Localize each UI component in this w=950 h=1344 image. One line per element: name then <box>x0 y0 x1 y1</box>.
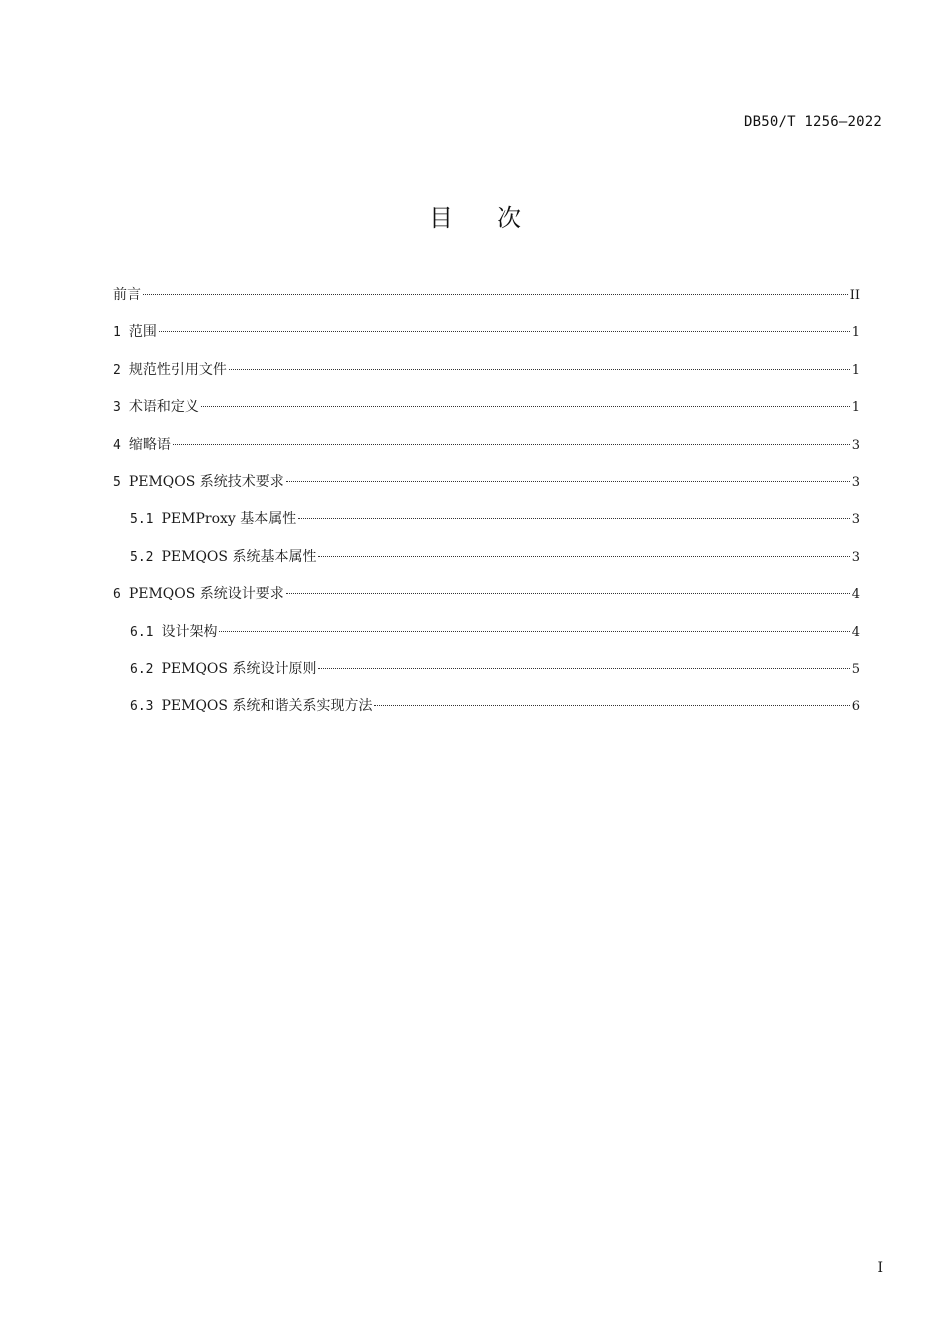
page-title: 目次 <box>429 204 565 232</box>
toc-entry-number: 5.2 <box>130 549 154 565</box>
toc-entry-label: PEMProxy 基本属性 <box>161 511 297 528</box>
toc-entry-preface[interactable] <box>113 284 860 321</box>
toc-dot-leader <box>229 369 850 370</box>
toc-entry-label: PEMQOS 系统设计要求 <box>128 586 284 603</box>
toc-entry-label: PEMQOS 系统设计原则 <box>161 660 317 677</box>
toc-entry-number: 6 <box>113 587 121 603</box>
document-code: DB50/T 1256—2022 <box>743 114 882 130</box>
page-number: I <box>877 1260 883 1276</box>
toc-dot-leader <box>143 294 848 295</box>
toc-entry-page: 3 <box>851 512 860 528</box>
toc-entry-page: 1 <box>851 400 860 416</box>
toc-entry-terms-definitions[interactable] <box>113 396 860 433</box>
toc-entry-page: 4 <box>851 624 860 640</box>
toc-entry-label: 范围 <box>128 324 157 341</box>
toc-entry-label: PEMQOS 系统技术要求 <box>128 473 284 490</box>
toc-entry-page: 1 <box>851 325 860 341</box>
toc-entry-number: 3 <box>113 400 121 416</box>
toc-entry-page: 6 <box>851 699 860 715</box>
toc-entry-label: 设计架构 <box>161 623 218 640</box>
toc-entry-label: PEMQOS 系统基本属性 <box>161 548 317 565</box>
toc-entry-number: 6.1 <box>130 624 154 640</box>
toc-entry-label: PEMQOS 系统和谐关系实现方法 <box>161 698 373 715</box>
toc-entry-harmony-implementation[interactable] <box>113 695 860 732</box>
toc-entry-design-requirements[interactable] <box>113 583 860 620</box>
toc-entry-label: 前言 <box>113 287 141 303</box>
toc-dot-leader <box>159 331 850 332</box>
toc-entry-number: 2 <box>113 362 121 378</box>
toc-dot-leader <box>286 593 850 594</box>
toc-entry-number: 4 <box>113 437 121 453</box>
toc-dot-leader <box>298 518 849 519</box>
toc-entry-pemproxy-properties[interactable] <box>113 508 860 545</box>
toc-dot-leader <box>318 668 849 669</box>
toc-entry-page: 3 <box>851 474 860 490</box>
toc-entry-page: II <box>849 288 860 303</box>
toc-entry-design-principles[interactable] <box>113 658 860 695</box>
toc-dot-leader <box>173 444 850 445</box>
toc-dot-leader <box>286 481 850 482</box>
toc-entry-number: 5 <box>113 474 121 490</box>
toc-entry-page: 1 <box>851 362 860 378</box>
toc-entry-normative-references[interactable] <box>113 359 860 396</box>
toc-entry-number: 1 <box>113 325 121 341</box>
toc-dot-leader <box>374 705 849 706</box>
toc-entry-pemqos-properties[interactable] <box>113 546 860 583</box>
toc-entry-design-architecture[interactable] <box>113 621 860 658</box>
toc-entry-page: 3 <box>851 437 860 453</box>
toc-entry-page: 5 <box>851 661 860 677</box>
toc-dot-leader <box>219 631 849 632</box>
toc-entry-page: 3 <box>851 549 860 565</box>
toc-entry-label: 术语和定义 <box>128 399 199 416</box>
toc-entry-technical-requirements[interactable] <box>113 471 860 508</box>
toc-dot-leader <box>318 556 849 557</box>
toc-entry-number: 5.1 <box>130 512 154 528</box>
toc-entry-label: 缩略语 <box>128 436 171 453</box>
toc-entry-label: 规范性引用文件 <box>128 361 227 378</box>
toc-dot-leader <box>201 406 850 407</box>
toc-entry-abbreviations[interactable] <box>113 434 860 471</box>
toc-entry-page: 4 <box>851 587 860 603</box>
toc-entry-number: 6.3 <box>130 699 154 715</box>
toc-entry-number: 6.2 <box>130 661 154 677</box>
toc-entry-scope[interactable] <box>113 321 860 358</box>
table-of-contents <box>113 284 860 733</box>
